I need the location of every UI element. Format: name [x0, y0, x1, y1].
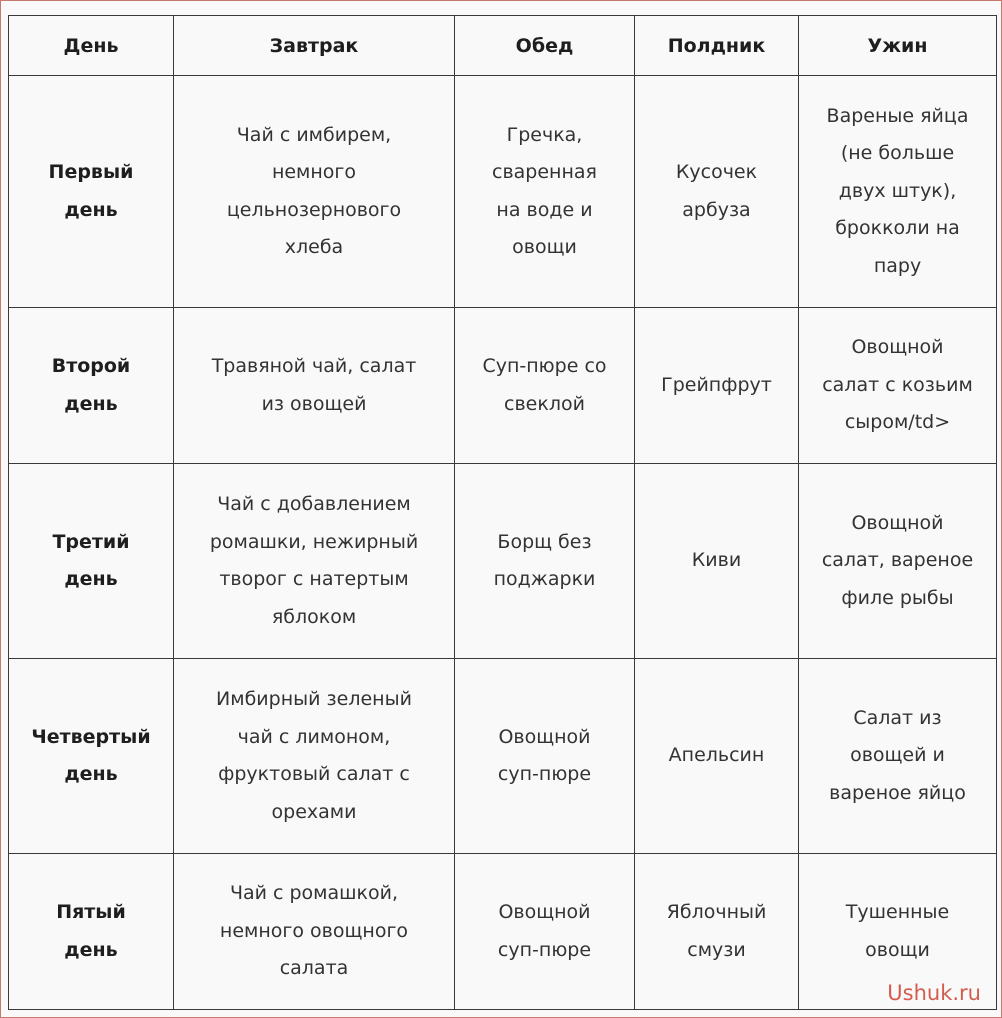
day-label: Четвертый день [31, 725, 151, 785]
breakfast-text: Имбирный зеленый чай с лимоном, фруктовый салат с орехами [216, 688, 412, 823]
snack-text: Апельсин [668, 744, 765, 767]
cell-lunch [455, 308, 635, 464]
lunch-text: Овощной суп-пюре [497, 901, 592, 961]
cell-breakfast [174, 464, 455, 659]
cell-lunch [455, 464, 635, 659]
diet-menu-table [8, 15, 997, 1010]
dinner-text: Вареные яйца (не больше двух штук), брокколи на пару [826, 104, 969, 277]
lunch-text: Борщ без поджарки [493, 530, 596, 590]
lunch-text: Овощной суп-пюре [497, 725, 592, 785]
table-row [9, 308, 997, 464]
cell-snack [635, 659, 799, 854]
dinner-text: Овощной салат с козьим сыром/td> [822, 336, 973, 434]
snack-text: Кусочек арбуза [675, 161, 758, 221]
snack-text: Яблочный смузи [666, 901, 767, 961]
day-label: Второй день [51, 355, 131, 415]
cell-breakfast [174, 308, 455, 464]
cell-dinner [799, 308, 997, 464]
lunch-text: Гречка, сваренная на воде и овощи [492, 123, 597, 258]
day-label: Первый день [48, 161, 134, 221]
table-header [9, 16, 997, 76]
snack-text: Грейпфрут [661, 373, 772, 396]
breakfast-text: Чай с имбирем, немного цельнозернового хлеба [226, 123, 402, 258]
cell-lunch [455, 854, 635, 1010]
lunch-text: Суп-пюре со свеклой [482, 355, 607, 415]
cell-day [9, 854, 174, 1010]
header-lunch: Обед [455, 16, 635, 76]
cell-day [9, 659, 174, 854]
header-day: День [9, 16, 174, 76]
cell-dinner [799, 464, 997, 659]
header-breakfast: Завтрак [174, 16, 455, 76]
breakfast-text: Травяной чай, салат из овощей [211, 355, 417, 415]
dinner-text: Салат из овощей и вареное яйцо [829, 706, 966, 804]
cell-lunch [455, 76, 635, 308]
dinner-text: Овощной салат, вареное филе рыбы [821, 511, 974, 609]
table-row [9, 76, 997, 308]
table-row [9, 659, 997, 854]
cell-lunch [455, 659, 635, 854]
cell-dinner [799, 659, 997, 854]
breakfast-text: Чай с ромашкой, немного овощного салата [219, 882, 409, 980]
header-snack: Полдник [635, 16, 799, 76]
breakfast-text: Чай с добавлением ромашки, нежирный творог с натертым яблоком [209, 493, 419, 628]
day-label: Третий день [52, 530, 130, 590]
cell-day [9, 464, 174, 659]
cell-snack [635, 76, 799, 308]
watermark: Ushuk.ru [887, 981, 981, 1005]
cell-snack [635, 854, 799, 1010]
table-row [9, 464, 997, 659]
day-label: Пятый день [56, 901, 126, 961]
cell-breakfast [174, 854, 455, 1010]
cell-snack [635, 464, 799, 659]
cell-day [9, 76, 174, 308]
cell-dinner [799, 76, 997, 308]
table-row [9, 854, 997, 1010]
header-row [9, 16, 997, 76]
cell-breakfast [174, 76, 455, 308]
dinner-text: Тушенные овощи [845, 901, 950, 961]
table-body [9, 76, 997, 1010]
cell-snack [635, 308, 799, 464]
cell-breakfast [174, 659, 455, 854]
snack-text: Киви [691, 549, 742, 572]
cell-day [9, 308, 174, 464]
header-dinner: Ужин [799, 16, 997, 76]
